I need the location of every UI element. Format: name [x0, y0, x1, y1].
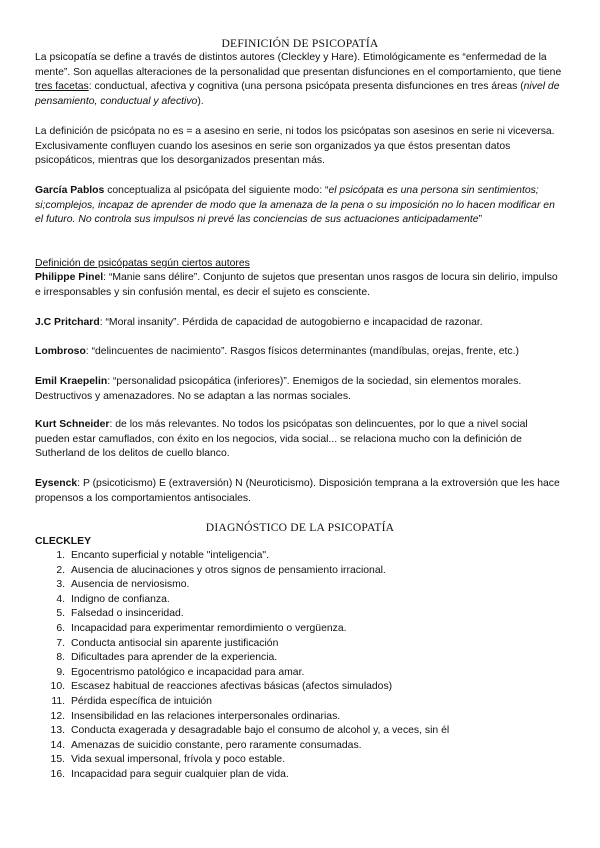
author-name: García Pablos — [35, 185, 105, 196]
list-item: 16. Incapacidad para seguir cualquier plan de vida. — [50, 768, 289, 780]
authors-heading: Definición de psicópatas según ciertos autores — [35, 258, 250, 269]
list-item: 7. Conducta antisocial sin aparente justificación — [56, 637, 279, 649]
list-item: 9. Egocentrismo patológico e incapacidad para amar. — [56, 666, 305, 678]
author-entry-lombroso: Lombroso: “delincuentes de nacimiento”. Rasgos físicos determinantes (mandíbulas, orejas, frente, etc.) — [35, 346, 519, 357]
list-item: 2. Ausencia de alucinaciones y otros signos de pensamiento irracional. — [56, 564, 386, 576]
section-title-diagnostico: DIAGNÓSTICO DE LA PSICOPATÍA — [205, 521, 395, 534]
list-item: 15. Vida sexual impersonal, frívola y poco estable. — [50, 754, 286, 766]
list-item: 5. Falsedad o insinceridad. — [56, 608, 184, 620]
garcia-pablos-paragraph: García Pablos conceptualiza al psicópata del siguiente modo: “el psicópata es una persona sin sentimientos; si;complejos, incapaz de aprender de modo que la amenaza de la pena o su imposición no lo hacen modificar en el futuro. No controla sus impulsos ni prevé las conciencias de sus actuaciones anticipadamente” — [35, 185, 555, 226]
list-item: 11. Pérdida específica de intuición — [51, 695, 212, 707]
cleckley-subheading: CLECKLEY — [35, 536, 91, 547]
tres-facetas-underline: tres facetas — [35, 81, 89, 93]
list-item: 13. Conducta exagerada y desagradable bajo el consumo de alcohol y, a veces, sin él — [50, 725, 450, 737]
author-entry-pinel: Philippe Pinel: “Manie sans délire”. Conjunto de sujetos que presentan unos rasgos de locura sin delirio, impulso e irresponsables y sin confusión mental, es decir el sujeto es consciente. — [35, 272, 558, 298]
serial-killer-paragraph: La definición de psicópata no es = a asesino en serie, ni todos los psicópatas son asesinos en serie ni viceversa. Exclusivamente confluyen cuando los asesinos en serie son organizados ya que éstos presentan datos psicopáticos, mientras que los desorganizados presentan más. — [35, 126, 555, 167]
intro-paragraph: La psicopatía se define a través de distintos autores (Cleckley y Hare). Etimológicamente es “enfermedad de la mente”. Son aquellas alteraciones de la personalidad que presentan disfunciones en el comportamiento, que tiene tres facetas: conductual, afectiva y cognitiva (una persona psicópata presenta disfunciones en tres áreas (nivel de pensamiento, conductual y afectivo). — [35, 52, 562, 107]
list-item: 8. Dificultades para aprender de la experiencia. — [56, 652, 278, 664]
list-item: 6. Incapacidad para experimentar remordimiento o vergüenza. — [56, 622, 347, 634]
cleckley-criteria-list — [35, 549, 565, 783]
list-item: 14. Amenazas de suicidio constante, pero raramente consumadas. — [50, 739, 362, 751]
author-name: Kurt Schneider — [35, 419, 110, 430]
list-item: 12. Insensibilidad en las relaciones interpersonales ordinarias. — [50, 710, 341, 722]
author-name: Emil Kraepelin — [35, 376, 108, 387]
author-entry-pritchard: J.C Pritchard: “Moral insanity”. Pérdida de capacidad de autogobierno e incapacidad de razonar. — [35, 317, 483, 328]
author-name: Lombroso — [35, 346, 86, 357]
author-entry-kraepelin: Emil Kraepelin: “personalidad psicopática (inferiores)”. Enemigos de la sociedad, sin elementos morales. Destructivos y amenazadores. No se adaptan a las normas sociales. — [35, 376, 522, 402]
list-item: 4. Indigno de confianza. — [56, 593, 170, 605]
author-name: Philippe Pinel — [35, 272, 104, 283]
author-entry-eysenck: Eysenck: P (psicoticismo) E (extraversión) N (Neuroticismo). Disposición temprana a la extroversión que les hace propensos a los comportamientos antisociales. — [35, 478, 560, 504]
list-item: 10. Escasez habitual de reacciones afectivas básicas (afectos simulados) — [50, 681, 393, 693]
list-item: 1. Encanto superficial y notable "inteligencia". — [56, 550, 269, 561]
author-name: Eysenck — [35, 478, 78, 489]
list-item: 3. Ausencia de nerviosismo. — [56, 579, 190, 591]
author-name: J.C Pritchard — [35, 317, 100, 328]
section-title-definicion: DEFINICIÓN DE PSICOPATÍA — [221, 37, 379, 50]
author-entry-schneider: Kurt Schneider: de los más relevantes. No todos los psicópatas son delincuentes, por lo que a nivel social pueden estar camuflados, con éxito en los negocios, vida social... se relaciona mucho con la definición de Sutherland de los delitos de cuello blanco. — [35, 419, 528, 460]
